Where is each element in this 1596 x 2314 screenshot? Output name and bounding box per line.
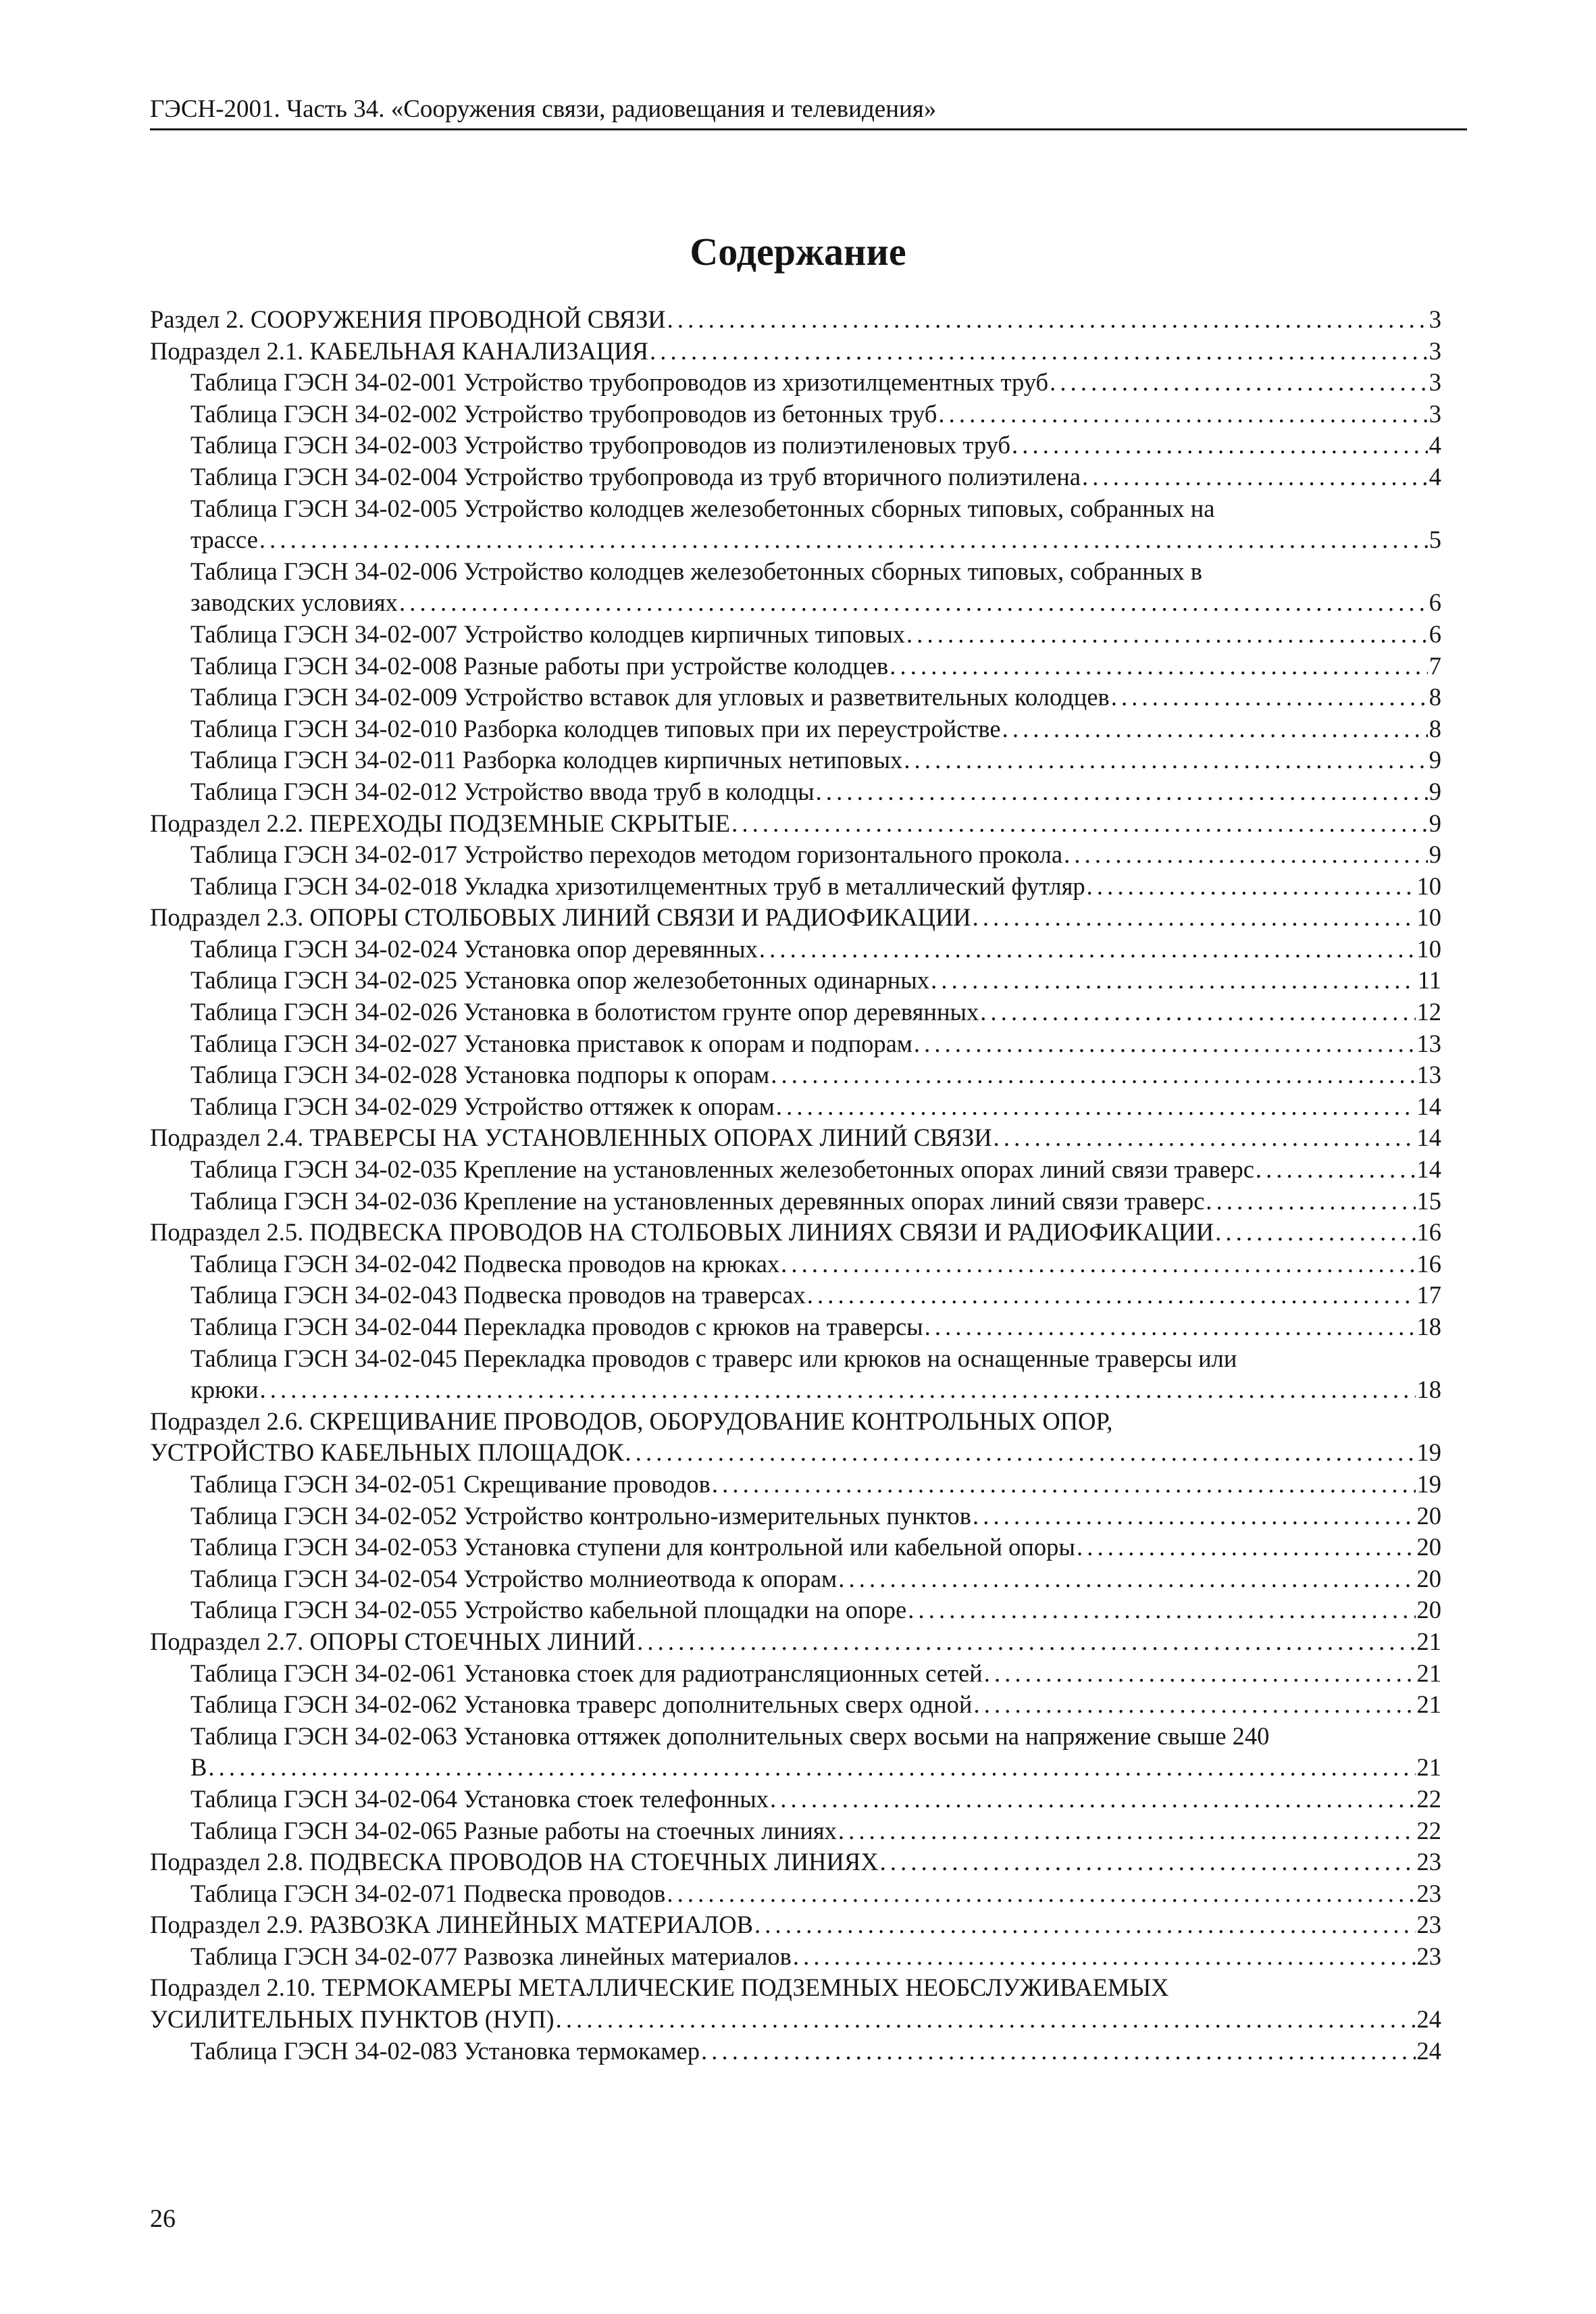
toc-section-entry[interactable] [150,1846,1441,1878]
toc-page-number: 14 [1416,1155,1441,1184]
dot-leader [776,1091,1416,1123]
dot-leader [973,1689,1415,1721]
toc-page-number: 19 [1416,1469,1441,1498]
dot-leader [793,1941,1416,1973]
toc-page-number: 3 [1428,336,1441,365]
toc-entry-title: заводских условиях [190,588,398,617]
dot-leader [938,399,1427,430]
toc-table-entry[interactable] [150,1878,1441,1910]
toc-entry-title: Таблица ГЭСН 34-02-025 Установка опор железобетонных одинарных [190,966,930,995]
toc-table-entry[interactable] [150,493,1441,556]
toc-entry-title: Подраздел 2.7. ОПОРЫ СТОЕЧНЫХ ЛИНИЙ [150,1627,636,1655]
toc-entry-title: Таблица ГЭСН 34-02-042 Подвеска проводов на крюках [190,1249,780,1278]
dot-leader [1050,367,1428,399]
toc-entry-title: трассе [190,526,258,554]
toc-page-number: 9 [1428,777,1441,805]
dot-leader [1082,461,1428,493]
dot-leader [625,1437,1416,1469]
dot-leader [667,1878,1415,1910]
dot-leader [973,1501,1415,1532]
toc-entry-title: Таблица ГЭСН 34-02-044 Перекладка проводов с крюков на траверсы [190,1313,923,1340]
toc-page-number: 3 [1428,368,1441,397]
toc-entry-title: УСТРОЙСТВО КАБЕЛЬНЫХ ПЛОЩАДОК [150,1438,624,1467]
toc-page-number: 21 [1416,1690,1441,1719]
dot-leader [259,524,1428,556]
toc-table-entry[interactable] [150,1343,1441,1406]
toc-entry-title: Таблица ГЭСН 34-02-024 Установка опор деревянных [190,934,758,963]
toc-entry-title: Раздел 2. СООРУЖЕНИЯ ПРОВОДНОЙ СВЯЗИ [150,305,666,333]
dot-leader [880,1846,1416,1878]
toc-entry-title: Таблица ГЭСН 34-02-006 Устройство колодцев железобетонных сборных типовых, собранных в [190,557,1202,585]
toc-table-entry[interactable] [150,651,1441,682]
toc-page-number: 20 [1416,1501,1441,1530]
toc-section-entry[interactable] [150,1972,1441,2035]
toc-entry-title: Таблица ГЭСН 34-02-011 Разборка колодцев кирпичных нетиповых [190,746,903,774]
toc-page-number: 5 [1428,526,1441,554]
toc-table-entry[interactable] [150,1154,1441,1186]
toc-section-entry[interactable] [150,902,1441,934]
toc-table-entry[interactable] [150,776,1441,808]
dot-leader [973,902,1416,934]
toc-table-entry[interactable] [150,1815,1441,1847]
toc-page-number: 9 [1428,746,1441,774]
toc-entry-title: Таблица ГЭСН 34-02-051 Скрещивание проводов [190,1469,711,1498]
toc-section-entry[interactable] [150,1406,1441,1469]
toc-entry-title: Таблица ГЭСН 34-02-029 Устройство оттяжек к опорам [190,1092,775,1120]
toc-page-number: 21 [1416,1659,1441,1687]
dot-leader [1064,839,1428,871]
dot-leader [1256,1154,1416,1186]
toc-entry-title: Таблица ГЭСН 34-02-005 Устройство колодцев железобетонных сборных типовых, собранных на [190,494,1215,522]
toc-table-entry[interactable] [150,997,1441,1028]
dot-leader [906,619,1428,651]
dot-leader [838,1563,1415,1595]
toc-page-number: 23 [1416,1911,1441,1939]
toc-page-number: 10 [1416,903,1441,932]
toc-page-number: 18 [1416,1313,1441,1340]
toc-entry-title: Подраздел 2.1. КАБЕЛЬНАЯ КАНАЛИЗАЦИЯ [150,336,648,365]
toc-table-entry[interactable] [150,619,1441,651]
dot-leader [816,776,1428,808]
toc-page-number: 21 [1416,1753,1441,1782]
toc-page-number: 4 [1428,431,1441,459]
toc-page-number: 8 [1428,714,1441,743]
toc-table-entry[interactable] [150,934,1441,965]
toc-section-entry[interactable] [150,808,1441,840]
toc-entry-title: Таблица ГЭСН 34-02-002 Устройство трубопроводов из бетонных труб [190,399,937,428]
page-number: 26 [150,2205,176,2233]
toc-table-entry[interactable] [150,556,1441,619]
toc-table-entry[interactable] [150,1469,1441,1501]
toc-page-number: 20 [1416,1596,1441,1624]
toc-page-number: 6 [1428,620,1441,648]
toc-table-entry[interactable] [150,1186,1441,1217]
dot-leader [771,1059,1415,1091]
dot-leader [904,745,1427,776]
toc-table-entry[interactable] [150,1280,1441,1311]
toc-entry-title: Таблица ГЭСН 34-02-026 Установка в болотистом грунте опор деревянных [190,998,979,1026]
toc-page-number: 4 [1428,462,1441,491]
toc-page-number: 11 [1417,966,1441,995]
toc-page-number: 17 [1416,1281,1441,1309]
toc-page-number: 22 [1416,1816,1441,1844]
toc-table-entry[interactable] [150,839,1441,871]
dot-leader [781,1249,1415,1280]
toc-page-number: 19 [1416,1438,1441,1467]
dot-leader [712,1469,1416,1501]
toc-page-number: 16 [1416,1249,1441,1278]
toc-table-entry[interactable] [150,1563,1441,1595]
toc-table-entry[interactable] [150,871,1441,903]
toc-page-number: 24 [1416,2036,1441,2065]
dot-leader [637,1626,1415,1658]
toc-entry-title: Подраздел 2.8. ПОДВЕСКА ПРОВОДОВ НА СТОЕЧНЫХ ЛИНИЯХ [150,1848,879,1876]
dot-leader [770,1784,1415,1815]
toc-page-number: 23 [1416,1848,1441,1876]
toc-table-entry[interactable] [150,461,1441,493]
toc-page-number: 16 [1416,1218,1441,1247]
toc-entry-title: Подраздел 2.4. ТРАВЕРСЫ НА УСТАНОВЛЕННЫХ ОПОРАХ ЛИНИЙ СВЯЗИ [150,1124,992,1152]
toc-section-entry[interactable] [150,1909,1441,1941]
toc-page-number: 21 [1416,1627,1441,1655]
dot-leader [994,1122,1416,1154]
toc-page-number: 14 [1416,1092,1441,1120]
toc-section-entry[interactable] [150,304,1441,336]
dot-leader [1077,1532,1416,1563]
toc-entry-title: Таблица ГЭСН 34-02-061 Установка стоек для радиотрансляционных сетей [190,1659,983,1687]
table-of-contents [150,304,1441,2067]
dot-leader [1012,430,1428,461]
toc-page-number: 13 [1416,1029,1441,1057]
toc-entry-title: Таблица ГЭСН 34-02-018 Укладка хризотилцементных труб в металлический футляр [190,872,1085,900]
toc-page-number: 10 [1416,934,1441,963]
toc-table-entry[interactable] [150,1501,1441,1532]
toc-table-entry[interactable] [150,2036,1441,2067]
toc-entry-title: Таблица ГЭСН 34-02-008 Разные работы при устройстве колодцев [190,651,889,680]
dot-leader [650,336,1428,368]
toc-table-entry[interactable] [150,1941,1441,1973]
toc-table-entry[interactable] [150,1059,1441,1091]
toc-entry-title: Таблица ГЭСН 34-02-007 Устройство колодцев кирпичных типовых [190,620,906,648]
dot-leader [399,587,1428,619]
toc-page-number: 9 [1428,840,1441,869]
toc-table-entry[interactable] [150,1091,1441,1123]
dot-leader [1215,1217,1415,1249]
toc-page-number: 20 [1416,1533,1441,1561]
toc-page-number: 8 [1428,683,1441,711]
toc-entry-title: Подраздел 2.10. ТЕРМОКАМЕРЫ МЕТАЛЛИЧЕСКИЕ ПОДЗЕМНЫХ НЕОБСЛУЖИВАЕМЫХ [150,1973,1169,2002]
toc-entry-title: Таблица ГЭСН 34-02-064 Установка стоек телефонных [190,1784,769,1813]
toc-table-entry[interactable] [150,713,1441,745]
toc-entry-title: Таблица ГЭСН 34-02-017 Устройство переходов методом горизонтального прокола [190,840,1063,869]
toc-entry-title: Таблица ГЭСН 34-02-003 Устройство трубопроводов из полиэтиленовых труб [190,431,1010,459]
dot-leader [914,1028,1416,1060]
toc-entry-title: крюки [190,1376,259,1404]
dot-leader [667,304,1428,336]
toc-section-entry[interactable] [150,1217,1441,1249]
toc-entry-title: Таблица ГЭСН 34-02-045 Перекладка проводов с траверс или крюков на оснащенные траверсы или [190,1344,1237,1372]
toc-page-number: 12 [1416,998,1441,1026]
toc-table-entry[interactable] [150,745,1441,776]
toc-entry-title: Таблица ГЭСН 34-02-035 Крепление на установленных железобетонных опорах линий связи траверс [190,1155,1254,1184]
dot-leader [1111,682,1428,713]
toc-entry-title: Таблица ГЭСН 34-02-065 Разные работы на стоечных линиях [190,1816,837,1844]
toc-page-number: 7 [1428,651,1441,680]
toc-title: Содержание [690,230,906,274]
toc-page-number: 14 [1416,1124,1441,1152]
toc-entry-title: Подраздел 2.5. ПОДВЕСКА ПРОВОДОВ НА СТОЛБОВЫХ ЛИНИЯХ СВЯЗИ И РАДИОФИКАЦИИ [150,1218,1214,1247]
toc-entry-title: Таблица ГЭСН 34-02-055 Устройство кабельной площадки на опоре [190,1596,907,1624]
toc-page-number: 18 [1416,1376,1441,1404]
toc-table-entry[interactable] [150,1721,1441,1784]
dot-leader [890,651,1428,682]
toc-page-number: 3 [1428,305,1441,333]
toc-entry-title: Таблица ГЭСН 34-02-062 Установка траверс дополнительных сверх одной [190,1690,973,1719]
dot-leader [260,1374,1416,1406]
toc-section-entry[interactable] [150,1626,1441,1658]
toc-entry-title: УСИЛИТЕЛЬНЫХ ПУНКТОВ (НУП) [150,2005,555,2034]
toc-table-entry[interactable] [150,1784,1441,1815]
toc-table-entry[interactable] [150,399,1441,430]
header-rule [150,128,1467,130]
toc-page-number: 10 [1416,872,1441,900]
toc-page-number: 23 [1416,1879,1441,1907]
dot-leader [925,1311,1416,1343]
toc-entry-title: Таблица ГЭСН 34-02-077 Развозка линейных материалов [190,1942,792,1970]
toc-page-number: 6 [1428,588,1441,617]
toc-entry-title: Подраздел 2.2. ПЕРЕХОДЫ ПОДЗЕМНЫЕ СКРЫТЫЕ [150,809,731,837]
toc-entry-title: Таблица ГЭСН 34-02-036 Крепление на установленных деревянных опорах линий связи траверс [190,1186,1205,1215]
dot-leader [807,1280,1416,1311]
dot-leader [1002,713,1428,745]
dot-leader [980,997,1415,1028]
toc-table-entry[interactable] [150,965,1441,997]
toc-entry-title: Подраздел 2.6. СКРЕЩИВАНИЕ ПРОВОДОВ, ОБОРУДОВАНИЕ КОНТРОЛЬНЫХ ОПОР, [150,1407,1113,1435]
toc-entry-title: Подраздел 2.9. РАЗВОЗКА ЛИНЕЙНЫХ МАТЕРИАЛОВ [150,1911,753,1939]
toc-entry-title: Таблица ГЭСН 34-02-071 Подвеска проводов [190,1879,666,1907]
toc-page-number: 9 [1428,809,1441,837]
toc-table-entry[interactable] [150,1028,1441,1060]
dot-leader [838,1815,1416,1847]
dot-leader [908,1594,1415,1626]
toc-table-entry[interactable] [150,1594,1441,1626]
running-header: ГЭСН-2001. Часть 34. «Сооружения связи, радиовещания и телевидения» [150,95,937,123]
toc-page-number: 22 [1416,1784,1441,1813]
dot-leader [701,2036,1416,2067]
toc-table-entry[interactable] [150,1532,1441,1563]
toc-entry-title: Таблица ГЭСН 34-02-063 Установка оттяжек дополнительных сверх восьми на напряжение свыше 240 [190,1721,1270,1750]
toc-entry-title: Таблица ГЭСН 34-02-009 Устройство вставок для угловых и разветвительных колодцев [190,683,1110,711]
toc-table-entry[interactable] [150,1311,1441,1343]
toc-page-number: 24 [1416,2005,1441,2034]
toc-page-number: 13 [1416,1061,1441,1089]
toc-page-number: 15 [1416,1186,1441,1215]
toc-entry-title: Таблица ГЭСН 34-02-053 Установка ступени для контрольной или кабельной опоры [190,1533,1075,1561]
dot-leader [731,808,1428,840]
toc-entry-title: Таблица ГЭСН 34-02-010 Разборка колодцев типовых при их переустройстве [190,714,1001,743]
toc-entry-title: В [190,1753,207,1782]
toc-page-number: 3 [1428,399,1441,428]
toc-section-entry[interactable] [150,336,1441,368]
toc-entry-title: Таблица ГЭСН 34-02-012 Устройство ввода труб в колодцы [190,777,815,805]
toc-table-entry[interactable] [150,682,1441,713]
dot-leader [1087,871,1416,903]
dot-leader [931,965,1416,997]
toc-entry-title: Таблица ГЭСН 34-02-054 Устройство молниеотвода к опорам [190,1564,838,1592]
dot-leader [984,1658,1416,1690]
toc-page-number: 20 [1416,1564,1441,1592]
toc-table-entry[interactable] [150,430,1441,461]
toc-entry-title: Таблица ГЭСН 34-02-028 Установка подпоры к опорам [190,1061,770,1089]
toc-entry-title: Таблица ГЭСН 34-02-027 Установка приставок к опорам и подпорам [190,1029,912,1057]
toc-table-entry[interactable] [150,1249,1441,1280]
toc-entry-title: Подраздел 2.3. ОПОРЫ СТОЛБОВЫХ ЛИНИЙ СВЯЗИ И РАДИОФИКАЦИИ [150,903,971,932]
toc-entry-title: Таблица ГЭСН 34-02-043 Подвеска проводов на траверсах [190,1281,806,1309]
dot-leader [754,1909,1416,1941]
toc-section-entry[interactable] [150,1122,1441,1154]
toc-entry-title: Таблица ГЭСН 34-02-052 Устройство контрольно-измерительных пунктов [190,1501,972,1530]
toc-entry-title: Таблица ГЭСН 34-02-004 Устройство трубопровода из труб вторичного полиэтилена [190,462,1081,491]
toc-table-entry[interactable] [150,1689,1441,1721]
dot-leader [556,2004,1416,2036]
toc-table-entry[interactable] [150,1658,1441,1690]
toc-entry-title: Таблица ГЭСН 34-02-083 Установка термокамер [190,2036,700,2065]
dot-leader [759,934,1416,965]
toc-page-number: 23 [1416,1942,1441,1970]
toc-table-entry[interactable] [150,367,1441,399]
dot-leader [1206,1186,1415,1217]
toc-entry-title: Таблица ГЭСН 34-02-001 Устройство трубопроводов из хризотилцементных труб [190,368,1049,397]
dot-leader [208,1752,1415,1784]
